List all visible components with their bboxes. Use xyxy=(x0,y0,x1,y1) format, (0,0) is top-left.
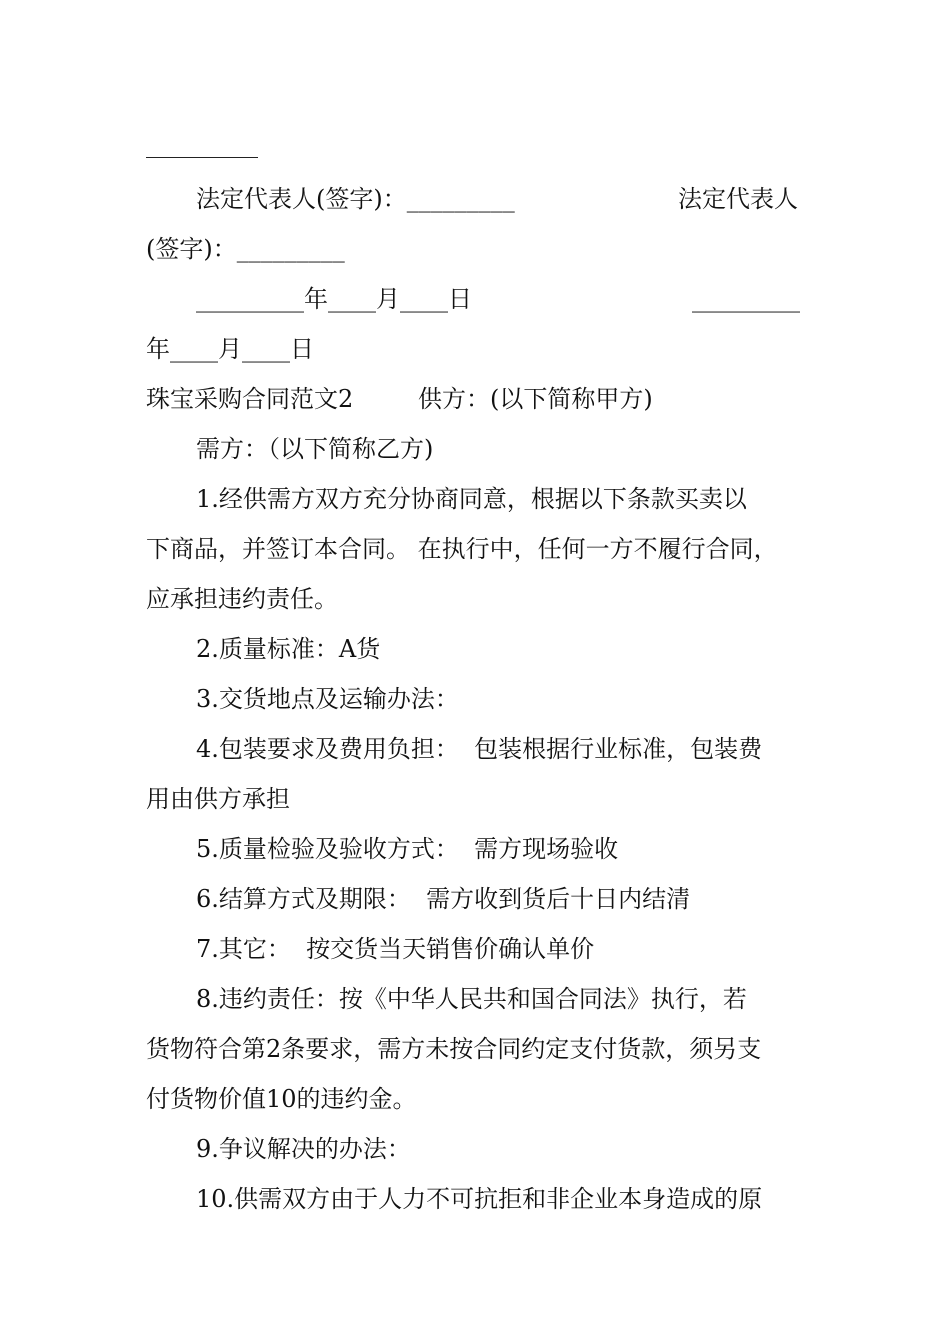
clause-1-line-3: 应承担违约责任。 xyxy=(146,585,338,613)
left-date-line: _________年____月____日 xyxy=(196,285,472,313)
clause-5: 5.质量检验及验收方式： 需方现场验收 xyxy=(196,835,619,863)
clause-6: 6.结算方式及期限： 需方收到货后十日内结清 xyxy=(196,885,691,913)
clause-1-line-2: 下商品，并签订本合同。 在执行中，任何一方不履行合同， xyxy=(146,535,778,563)
clause-9: 9.争议解决的办法： xyxy=(196,1135,411,1163)
buyer-line: 需方：（以下简称乙方) xyxy=(196,435,434,463)
clause-8-line-2: 货物符合第2条要求，需方未按合同约定支付货款，须另支 xyxy=(146,1035,762,1063)
right-date-continuation: 年____月____日 xyxy=(146,335,314,363)
supplier-line: 供方：(以下简称甲方) xyxy=(418,385,653,413)
right-date-blank: _________ xyxy=(692,285,800,313)
clause-3: 3.交货地点及运输办法： xyxy=(196,685,459,713)
left-representative-label: 法定代表人(签字)：_________ xyxy=(196,185,515,213)
right-representative-label: 法定代表人 xyxy=(678,185,798,213)
contract-title: 珠宝采购合同范文2 xyxy=(146,385,354,413)
top-signature-line xyxy=(146,157,258,158)
clause-2: 2.质量标准：A货 xyxy=(196,635,381,663)
clause-1-line-1: 1.经供需方双方充分协商同意，根据以下条款买卖以 xyxy=(196,485,747,513)
clause-4-line-2: 用由供方承担 xyxy=(146,785,290,813)
right-representative-continuation: (签字)：_________ xyxy=(146,235,345,263)
clause-4-line-1: 4.包装要求及费用负担： 包装根据行业标准，包装费 xyxy=(196,735,763,763)
clause-8-line-1: 8.违约责任：按《中华人民共和国合同法》执行，若 xyxy=(196,985,747,1013)
clause-8-line-3: 付货物价值10的违约金。 xyxy=(146,1085,417,1113)
clause-7: 7.其它： 按交货当天销售价确认单价 xyxy=(196,935,595,963)
clause-10-line-1: 10.供需双方由于人力不可抗拒和非企业本身造成的原 xyxy=(196,1185,763,1213)
